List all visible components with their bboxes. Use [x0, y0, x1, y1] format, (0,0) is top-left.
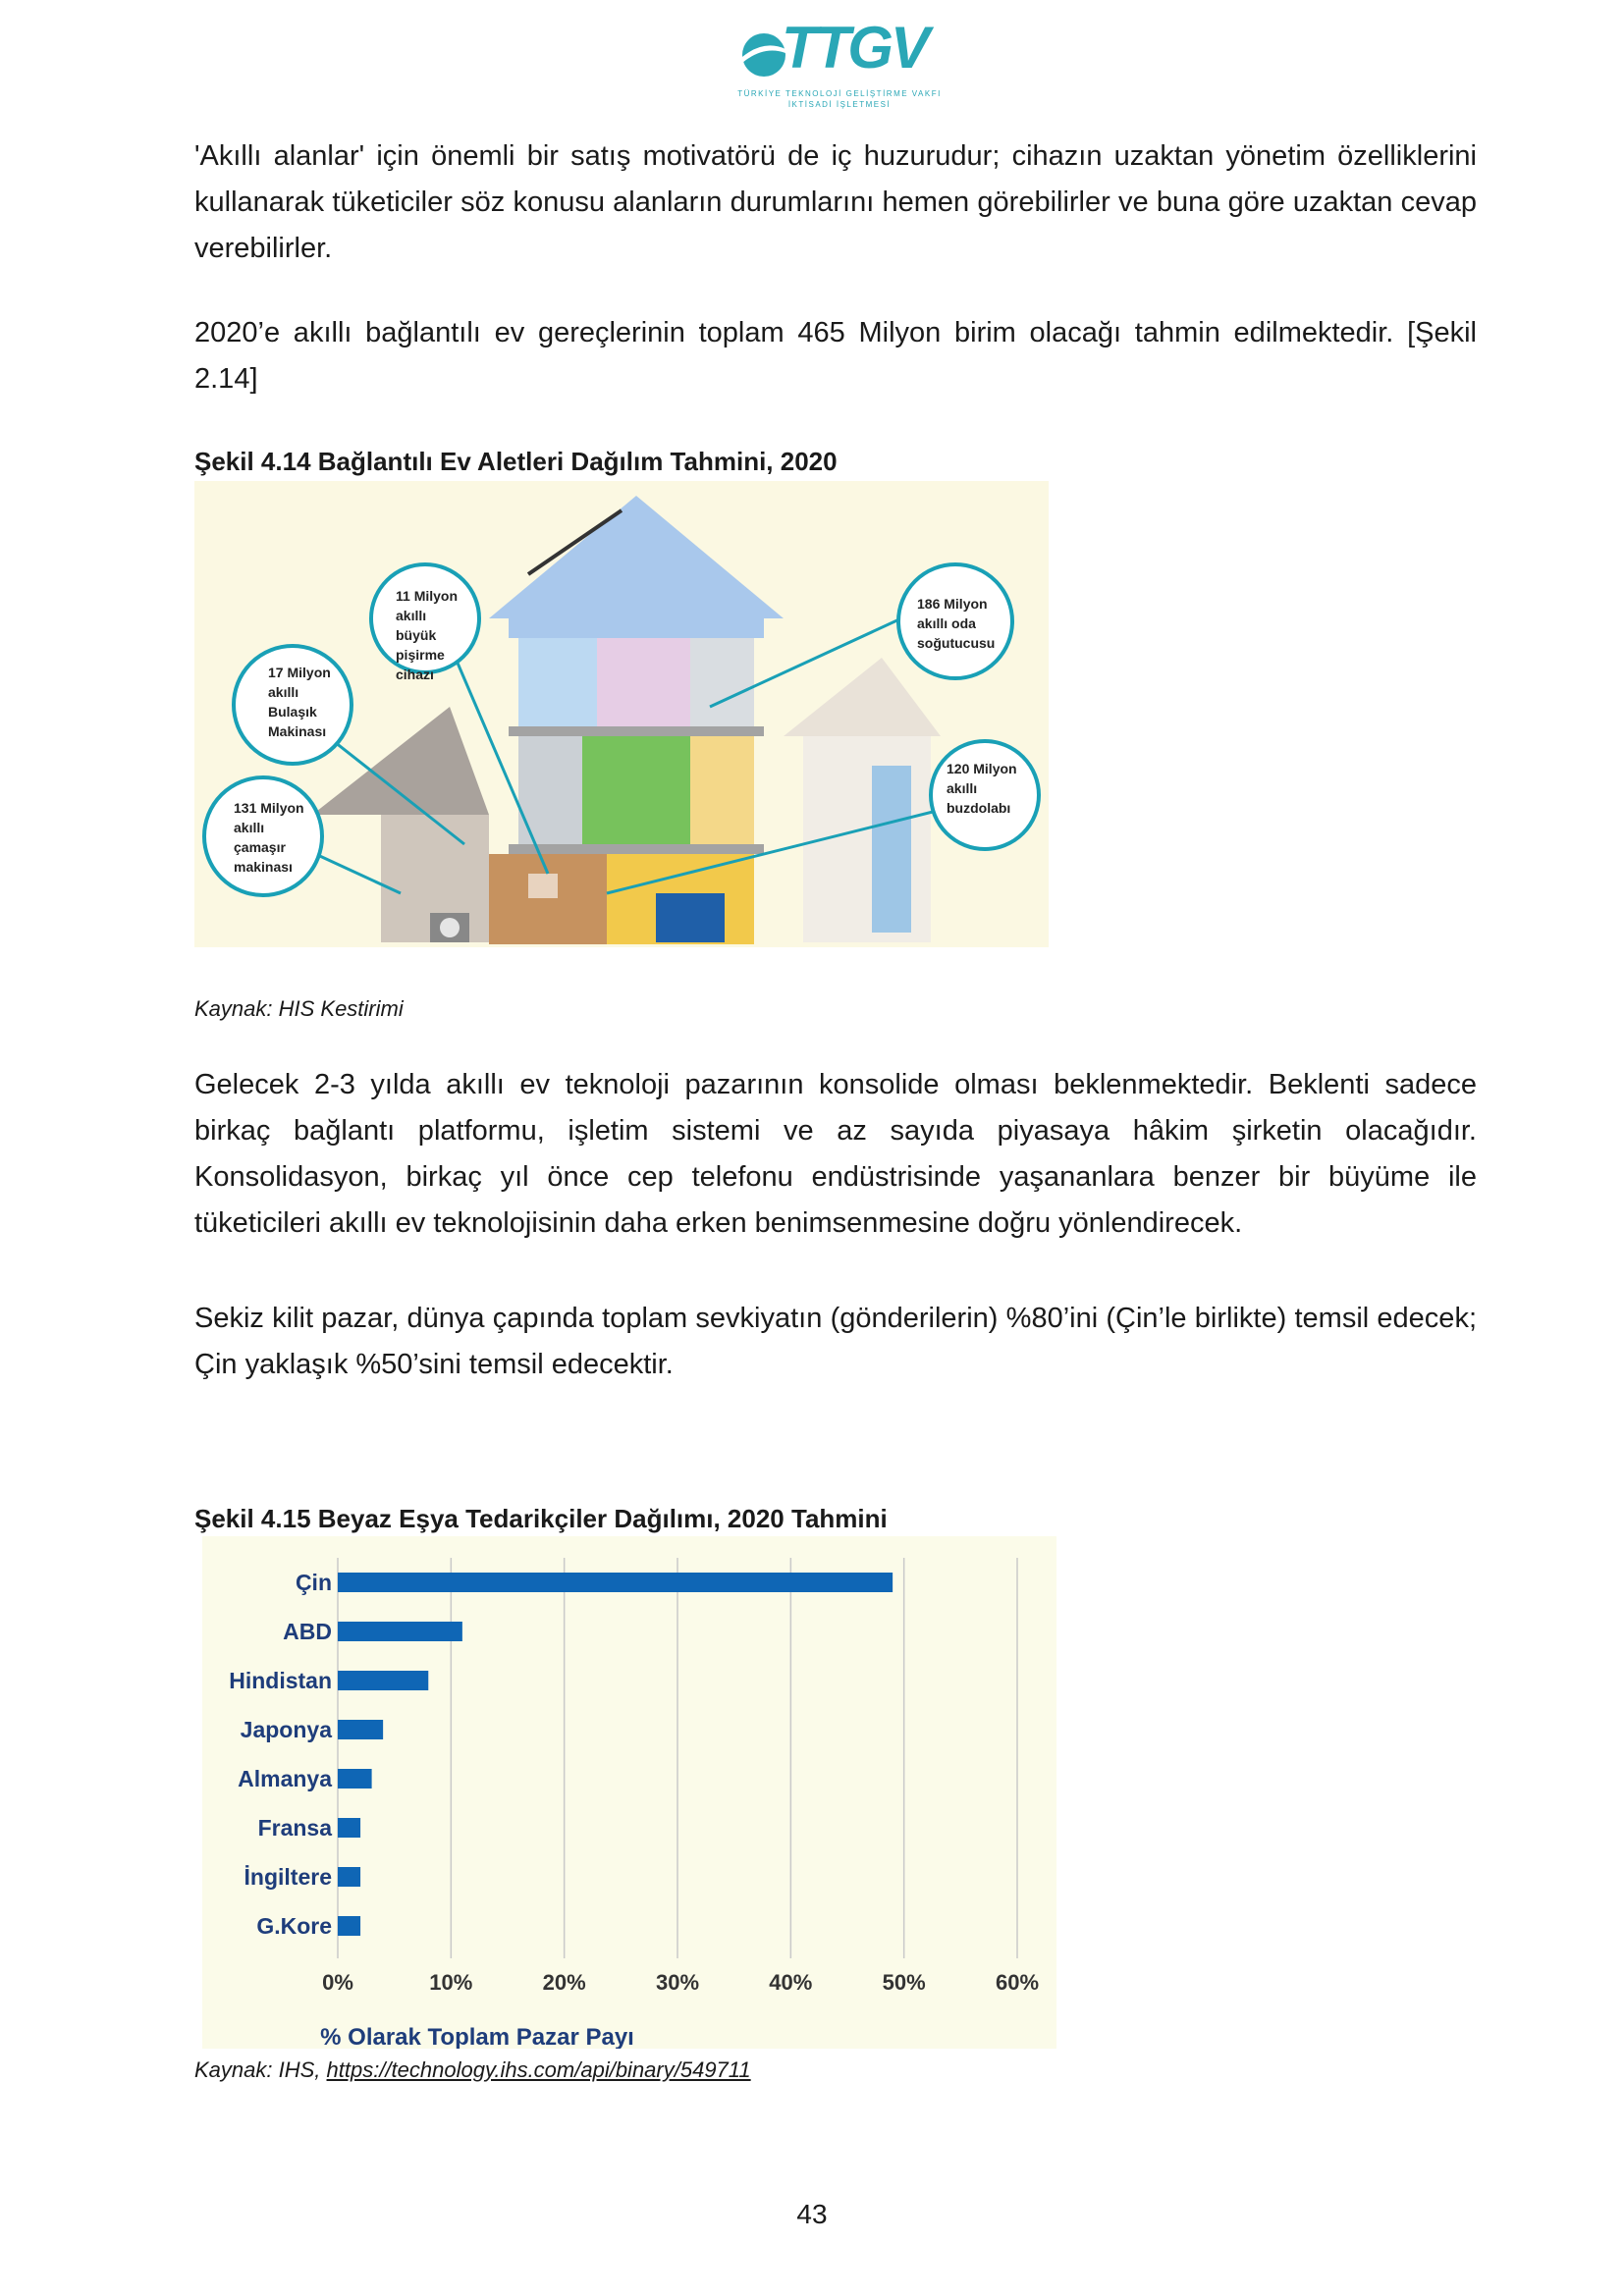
- category-label: Çin: [295, 1570, 332, 1595]
- category-label: Almanya: [238, 1766, 332, 1791]
- category-label: Fransa: [257, 1815, 332, 1841]
- logo-subtitle: TÜRKİYE TEKNOLOJİ GELİŞTİRME VAKFI İKTİSADİ İŞLETMESİ: [737, 89, 942, 109]
- category-label: Hindistan: [229, 1668, 332, 1693]
- bar-4: [338, 1769, 372, 1789]
- callout-dishwasher: 17 Milyon akıllı Bulaşık Makinası: [268, 665, 331, 739]
- callout-room-ac: 186 Milyon akıllı oda soğutucusu: [917, 596, 996, 651]
- x-tick-label: 40%: [769, 1970, 813, 1995]
- callout-refrigerator: 120 Milyon akıllı buzdolabı: [947, 761, 1017, 816]
- x-tick-label: 10%: [429, 1970, 473, 1995]
- category-label: İngiltere: [244, 1864, 332, 1890]
- bar-0: [338, 1573, 893, 1592]
- x-tick-label: 60%: [995, 1970, 1040, 1995]
- bar-5: [338, 1818, 360, 1838]
- bar-3: [338, 1720, 383, 1739]
- x-tick-label: 20%: [542, 1970, 586, 1995]
- category-label: ABD: [283, 1619, 332, 1644]
- paragraph-consolidation: Gelecek 2-3 yılda akıllı ev teknoloji pazarının konsolide olması beklenmektedir. Beklenti sadece birkaç bağlantı platformu, işletim sistemi ve az sayıda piyasaya hâkim şirketin olacağıdır. Konsolidasyon, birkaç yıl önce cep telefonu endüstrisinde yaşananlara benzer bir büyüme ile tüketicileri akıllı ev teknolojisinin daha erken benimsenmesine doğru yönlendirecek.: [194, 1069, 1477, 1239]
- callout-cooking: 11 Milyon akıllı büyük pişirme cihazı: [396, 588, 459, 682]
- bar-7: [338, 1916, 360, 1936]
- bar-2: [338, 1671, 428, 1690]
- bar-1: [338, 1622, 462, 1641]
- logo-wordmark: TTGV: [782, 15, 927, 80]
- page-number: 43: [796, 2199, 828, 2229]
- callout-washing-machine: 131 Milyon akıllı çamaşır makinası: [234, 800, 304, 875]
- figure-4-14-caption: Şekil 4.14 Bağlantılı Ev Aletleri Dağılım Tahmini, 2020: [194, 447, 838, 476]
- x-tick-label: 30%: [655, 1970, 700, 1995]
- figure-4-14-source: Kaynak: HIS Kestirimi: [194, 996, 404, 1021]
- x-tick-label: 0%: [322, 1970, 353, 1995]
- paragraph-smart-spaces: 'Akıllı alanlar' için önemli bir satış motivatörü de iç huzurudur; cihazın uzaktan yönetim özelliklerini kullanarak tüketiciler söz konusu alanların durumlarını hemen görebilirler ve buna göre uzaktan cevap verebilirler.: [194, 140, 1477, 264]
- x-tick-label: 50%: [882, 1970, 926, 1995]
- supplier-distribution-bar-chart: [202, 1536, 1056, 2049]
- figure-4-15-source: Kaynak: IHS, https://technology.ihs.com/api/binary/549711: [194, 2057, 751, 2082]
- category-label: Japonya: [240, 1717, 332, 1742]
- category-label: G.Kore: [256, 1913, 332, 1939]
- bar-6: [338, 1867, 360, 1887]
- chart-x-axis-label: % Olarak Toplam Pazar Payı: [320, 2024, 634, 2049]
- paragraph-eight-markets: Sekiz kilit pazar, dünya çapında toplam sevkiyatın (gönderilerin) %80’ini (Çin’le birlikte) temsil edecek; Çin yaklaşık %50’sini temsil edecektir.: [194, 1303, 1477, 1380]
- paragraph-465-million: 2020’e akıllı bağlantılı ev gereçlerinin toplam 465 Milyon birim olacağı tahmin edilmektedir. [Şekil 2.14]: [194, 317, 1477, 395]
- connected-appliances-infographic: [194, 481, 1049, 947]
- figure-4-15-caption: Şekil 4.15 Beyaz Eşya Tedarikçiler Dağılımı, 2020 Tahmini: [194, 1504, 888, 1533]
- source-link[interactable]: https://technology.ihs.com/api/binary/549711: [326, 2057, 751, 2082]
